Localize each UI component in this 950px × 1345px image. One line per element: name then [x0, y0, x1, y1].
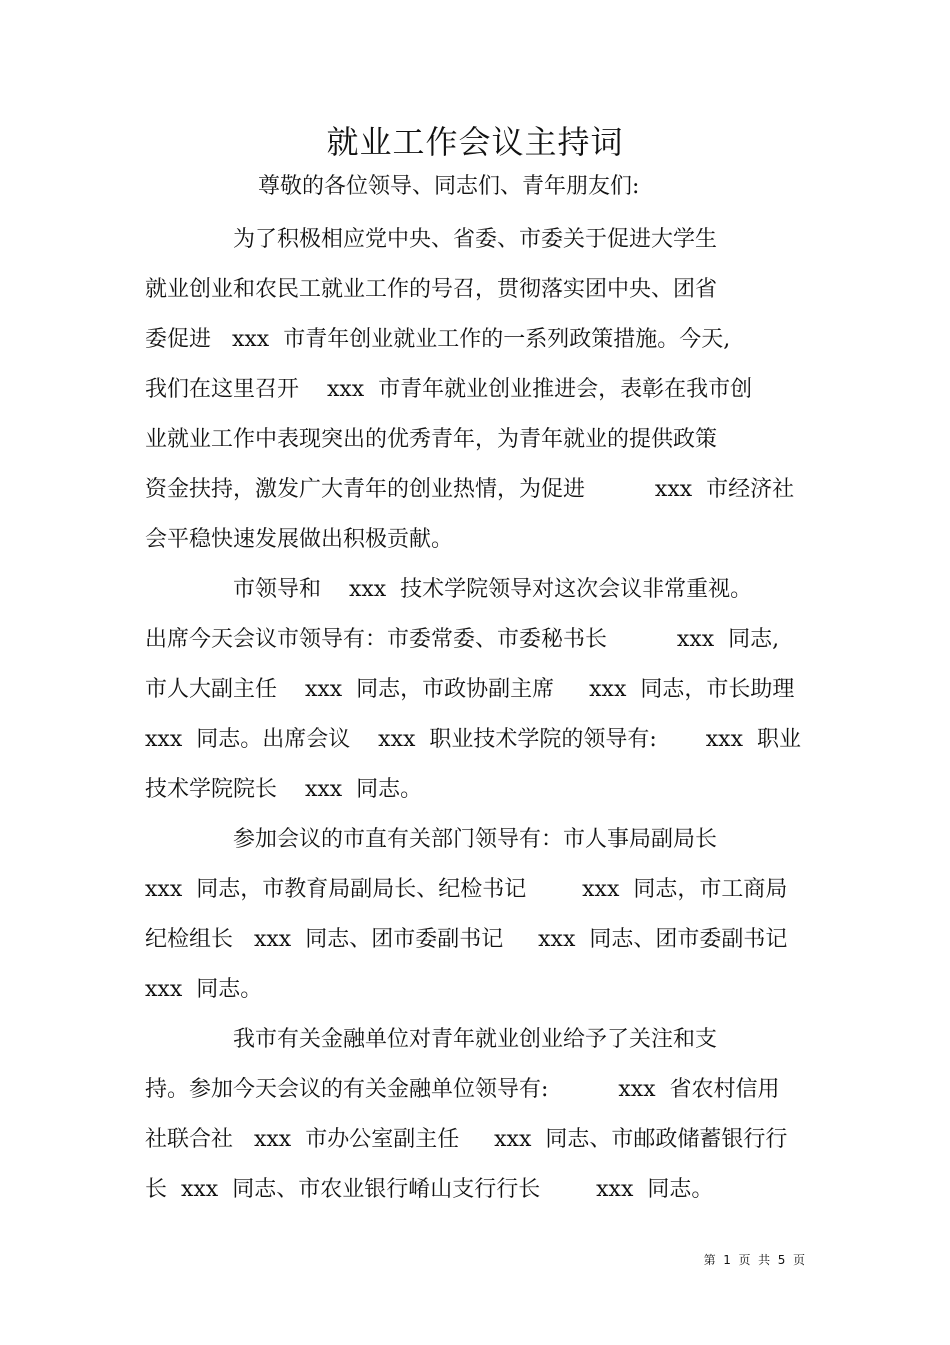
body-line: 业就业工作中表现突出的优秀青年，为青年就业的提供政策: [145, 427, 718, 452]
body-line: 社联合社 xxx 市办公室副主任 xxx 同志、市邮政储蓄银行行: [145, 1127, 788, 1152]
body-line: 参加会议的市直有关部门领导有：市人事局副局长: [233, 827, 718, 852]
body-line: 技术学院院长 xxx 同志。: [145, 777, 423, 802]
salutation: 尊敬的各位领导、同志们、青年朋友们:: [258, 174, 640, 199]
body-line: 长 xxx 同志、市农业银行崤山支行行长 xxx 同志。: [145, 1177, 714, 1202]
body-line: xxx 同志，市教育局副局长、纪检书记 xxx 同志，市工商局: [145, 877, 788, 902]
body-line: 我市有关金融单位对青年就业创业给予了关注和支: [233, 1027, 718, 1052]
body-line: 就业创业和农民工就业工作的号召，贯彻落实团中央、团省: [145, 277, 718, 302]
body-line: 市领导和 xxx 技术学院领导对这次会议非常重视。: [233, 577, 753, 602]
body-line: 出席今天会议市领导有：市委常委、市委秘书长 xxx 同志,: [145, 627, 780, 652]
body-line: xxx 同志。出席会议 xxx 职业技术学院的领导有: xxx 职业: [145, 727, 801, 752]
body-line: 市人大副主任 xxx 同志，市政协副主席 xxx 同志，市长助理: [145, 677, 795, 702]
page-number: 第 1 页 共 5 页: [703, 1253, 805, 1267]
body-line: 纪检组长 xxx 同志、团市委副书记 xxx 同志、团市委副书记: [145, 927, 788, 952]
body-line: 持。参加今天会议的有关金融单位领导有: xxx 省农村信用: [145, 1077, 780, 1102]
document-title: 就业工作会议主持词: [326, 123, 624, 161]
body-line: 我们在这里召开 xxx 市青年就业创业推进会，表彰在我市创: [145, 377, 753, 402]
body-line: 资金扶持，激发广大青年的创业热情，为促进 xxx 市经济社: [145, 477, 795, 502]
body-line: xxx 同志。: [145, 977, 263, 1002]
body-line: 会平稳快速发展做出积极贡献。: [145, 527, 454, 552]
body-line: 委促进 xxx 市青年创业就业工作的一系列政策措施。今天,: [145, 327, 731, 352]
body-line: 为了积极相应党中央、省委、市委关于促进大学生: [233, 227, 718, 252]
